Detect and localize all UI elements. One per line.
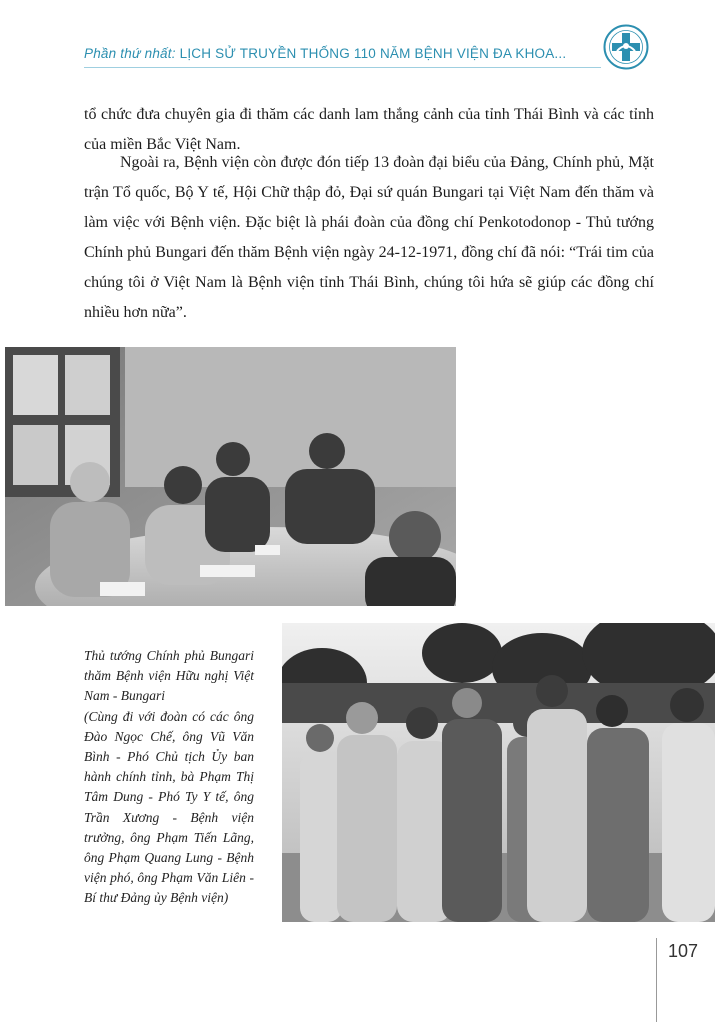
page-number-divider bbox=[656, 938, 657, 1022]
caption-details: (Cùng đi với đoàn có các ông Đào Ngọc Chế, ông Vũ Văn Bình - Phó Chủ tịch Ủy ban hành chính tỉnh, bà Phạm Thị Tâm Dung - Phó Ty Y tế, ông Trần Xương - Bệnh viện trưởng, ông Phạm Tiến Lãng, ông Phạm Quang Lung - Bệnh viện phó, ông Phạm Văn Liên - Bí thư Đảng ủy Bệnh viện) bbox=[84, 708, 254, 906]
header-part-label: Phần thứ nhất: bbox=[84, 46, 176, 61]
body-paragraph-1: tổ chức đưa chuyên gia đi thăm các danh lam thắng cảnh của tỉnh Thái Bình và các tỉnh của miền Bắc Việt Nam. bbox=[84, 106, 654, 153]
delegation-group-photo bbox=[282, 623, 715, 922]
header-title-text: LỊCH SỬ TRUYỀN THỐNG 110 NĂM BỆNH VIỆN ĐA KHOA... bbox=[175, 46, 567, 61]
hospital-cross-emblem-icon bbox=[603, 24, 649, 70]
photo-caption bbox=[84, 646, 254, 909]
caption-title: Thủ tướng Chính phủ Bungari thăm Bệnh viện Hữu nghị Việt Nam - Bungari bbox=[84, 648, 254, 704]
page-number: 107 bbox=[668, 941, 699, 961]
body-paragraph-2: Ngoài ra, Bệnh viện còn được đón tiếp 13 đoàn đại biểu của Đảng, Chính phủ, Mặt trận Tổ quốc, Bộ Y tế, Hội Chữ thập đỏ, Đại sứ quán Bungari tại Việt Nam đến thăm và làm việc với Bệnh viện. Đặc biệt là phái đoàn của đồng chí Penkotodonop - Thủ tướng Chính phủ Bungari đến thăm Bệnh viện ngày 24-12-1971, đồng chí đã nói: “Trái tim của chúng tôi ở Việt Nam là Bệnh viện tỉnh Thái Bình, chúng tôi hứa sẽ giúp các đồng chí nhiều hơn nữa”. bbox=[84, 154, 654, 321]
running-header bbox=[84, 46, 566, 61]
header-divider bbox=[84, 67, 601, 68]
meeting-photo bbox=[5, 347, 456, 606]
